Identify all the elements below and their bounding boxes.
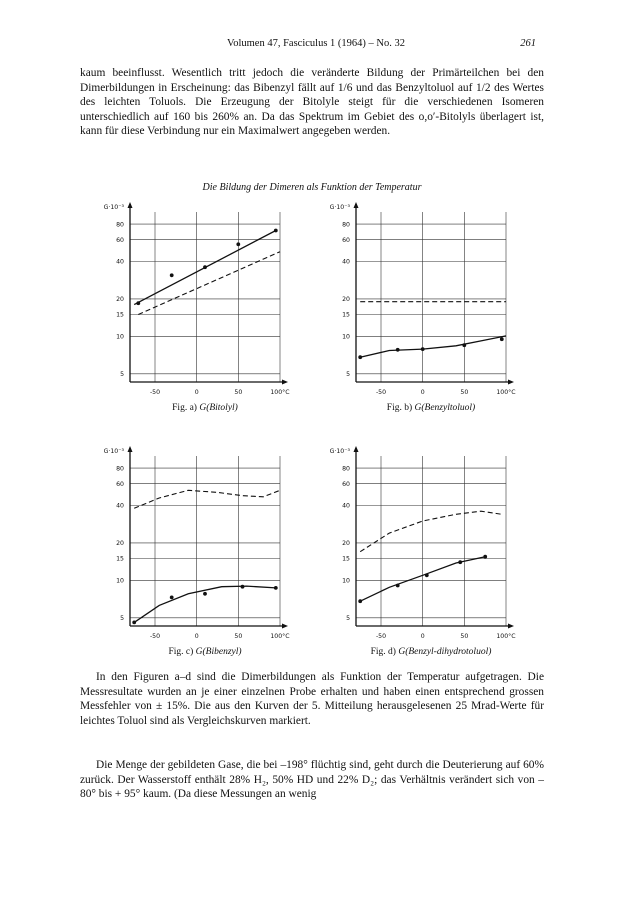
data-point (458, 560, 462, 564)
y-tick-label: 40 (342, 258, 350, 266)
x-tick-label: 0 (194, 633, 199, 640)
x-tick-label: 0 (194, 389, 199, 396)
y-tick-label: 15 (116, 555, 124, 563)
y-axis-label: G·10⁻³ (329, 204, 350, 211)
y-tick-label: 40 (116, 258, 124, 266)
y-axis-label: G·10⁻³ (329, 448, 350, 455)
data-point (500, 337, 504, 341)
y-tick-label: 20 (116, 540, 124, 548)
y-tick-label: 5 (120, 371, 124, 379)
x-axis-arrow (508, 380, 514, 385)
y-axis-arrow (354, 202, 359, 208)
data-point (421, 347, 425, 351)
x-tick-label: 0 (420, 633, 425, 640)
running-title: Volumen 47, Fasciculus 1 (1964) – No. 32 (226, 38, 405, 49)
chart-panel-4 (330, 446, 516, 657)
y-axis-arrow (354, 446, 359, 452)
y-tick-label: 5 (346, 615, 350, 623)
caption-prefix: Fig. b) (386, 403, 413, 413)
data-point (483, 555, 487, 559)
figure-caption (172, 402, 238, 413)
y-tick-label: 80 (116, 221, 124, 229)
running-header (96, 38, 536, 54)
caption-compound: G(Bibenzyl) (195, 647, 242, 657)
y-tick-label: 10 (116, 577, 124, 585)
y-tick-label: 60 (116, 480, 124, 488)
data-point (425, 573, 429, 577)
comparison-curve-2 (360, 511, 502, 552)
caption-compound: G(Bitolyl) (199, 403, 238, 413)
y-axis-arrow (128, 446, 133, 452)
x-tick-label: 100°C (496, 389, 516, 396)
y-tick-label: 80 (342, 465, 350, 473)
x-tick-label: 100°C (270, 633, 290, 640)
chart-panel-3 (104, 446, 290, 657)
data-point (203, 592, 207, 596)
measured-curve-1 (360, 336, 506, 357)
x-tick-label: 50 (460, 633, 469, 640)
data-point (203, 265, 207, 269)
caption-compound: G(Benzyl-dihydrotoluol) (398, 647, 492, 657)
y-axis-label: G·10⁻³ (103, 204, 124, 211)
y-tick-label: 80 (116, 465, 124, 473)
y-tick-label: 15 (342, 311, 350, 319)
y-tick-label: 20 (342, 540, 350, 548)
paragraph-3: Die Menge der gebildeten Gase, die bei –198° flüchtig sind, geht durch die Deuterierung auf 60% zurück. Der Wasserstoff enthält 28% H₂, 50% HD und 22% D₂; das Verhältnis verändert sich von – 80° bis + 95° kaum. (Da diese Messungen an wenig (80, 759, 544, 801)
paragraph-1: kaum beeinflusst. Wesentlich tritt jedoch die veränderte Bildung der Primärteilchen bei den Dimerbildungen in Erscheinung: das Bibenzyl fällt auf 1/6 und das Benzyltoluol auf 1/2 des Wertes des leichten Toluols. Die Erzeugung der Bitolyle steigt für die verschiedenen Isomeren unterschiedlich auf 160 bis 260% an. Da das Spektrum im Gebiet des o,o′-Bitolyls überlagert ist, kann für diese Verbindung nur ein Maximalwert angegeben werden. (80, 67, 544, 138)
caption-prefix: Fig. d) (370, 647, 396, 657)
y-tick-label: 10 (342, 333, 350, 341)
data-point (462, 343, 466, 347)
y-axis-arrow (128, 202, 133, 208)
data-point (241, 585, 245, 589)
data-point (274, 229, 278, 233)
data-point (132, 621, 136, 625)
x-tick-label: 50 (234, 633, 243, 640)
x-tick-label: 50 (234, 389, 243, 396)
y-tick-label: 10 (116, 333, 124, 341)
y-tick-label: 60 (116, 236, 124, 244)
y-tick-label: 15 (116, 311, 124, 319)
x-tick-label: -50 (149, 633, 161, 640)
x-axis-arrow (282, 380, 288, 385)
y-tick-label: 10 (342, 577, 350, 585)
y-tick-label: 15 (342, 555, 350, 563)
data-point (358, 355, 362, 359)
x-tick-label: -50 (375, 633, 387, 640)
y-tick-label: 40 (342, 502, 350, 510)
page-number: 261 (520, 38, 536, 49)
y-tick-label: 20 (116, 296, 124, 304)
x-tick-label: 0 (420, 389, 425, 396)
chart-panel-2 (330, 202, 516, 413)
y-tick-label: 5 (120, 615, 124, 623)
figure-heading: Die Bildung der Dimeren als Funktion der Temperatur (202, 182, 422, 193)
y-tick-label: 5 (346, 371, 350, 379)
data-point (396, 584, 400, 588)
figure-panels (90, 198, 520, 658)
data-point (170, 596, 174, 600)
x-axis-arrow (508, 624, 514, 629)
y-tick-label: 80 (342, 221, 350, 229)
caption-prefix: Fig. c) (168, 647, 194, 657)
data-point (236, 242, 240, 246)
y-tick-label: 60 (342, 236, 350, 244)
y-tick-label: 60 (342, 480, 350, 488)
comparison-curve-2 (138, 252, 280, 315)
caption-prefix: Fig. a) (172, 403, 197, 413)
chart-panel-1 (104, 202, 290, 413)
y-tick-label: 40 (116, 502, 124, 510)
data-point (170, 273, 174, 277)
paragraph-2: In den Figuren a–d sind die Dimerbildungen als Funktion der Temperatur aufgetragen. Die Messresultate wurden an je einer einzelnen Probe erhalten und haben einen entsprechend grossen Messfehler von ± 15%. Die aus den Kurven der 5. Mitteilung herausgelesenen 25 Mrad-Werte für leichtes Toluol sind als Vergleichskurven markiert. (80, 671, 544, 727)
x-axis-arrow (282, 624, 288, 629)
y-tick-label: 20 (342, 296, 350, 304)
measured-curve-1 (134, 586, 276, 622)
y-axis-label: G·10⁻³ (103, 448, 124, 455)
x-tick-label: 50 (460, 389, 469, 396)
data-point (274, 586, 278, 590)
figure-caption (371, 646, 492, 657)
figure-caption (168, 646, 241, 657)
x-tick-label: -50 (149, 389, 161, 396)
x-tick-label: 100°C (270, 389, 290, 396)
caption-compound: G(Benzyltoluol) (414, 403, 476, 413)
x-tick-label: 100°C (496, 633, 516, 640)
x-tick-label: -50 (375, 389, 387, 396)
data-point (358, 599, 362, 603)
data-point (136, 301, 140, 305)
data-point (396, 348, 400, 352)
figure-caption (387, 402, 475, 413)
